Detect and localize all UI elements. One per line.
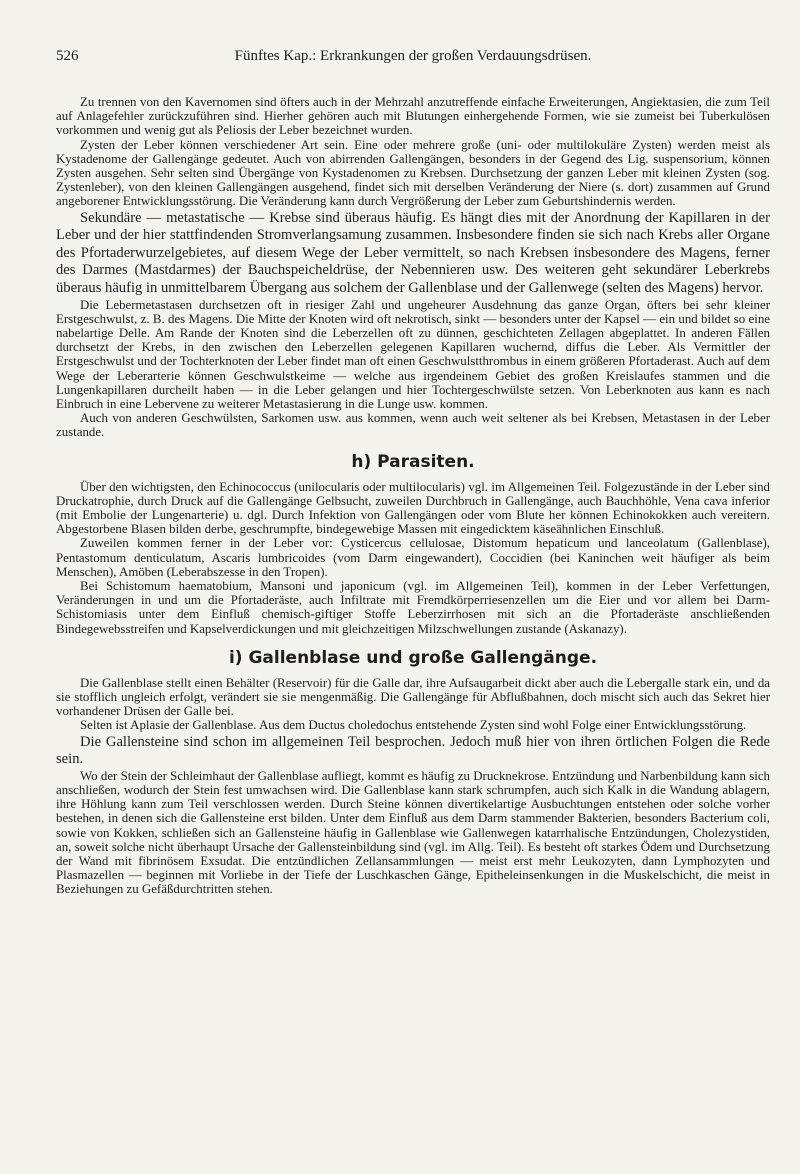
running-header (56, 48, 770, 75)
paragraph-gallensteine: Die Gallensteine sind schon im allgemeinen Teil besprochen. Jedoch muß hier von ihren örtlichen Folgen die Rede sein. (56, 733, 770, 768)
paragraph-sekundaere-krebse: Sekundäre — metastatische — Krebse sind überaus häufig. Es hängt dies mit der Anordnung der Kapillaren in der Leber und der hier stattfindenden Stromverlangsamung zusammen. Insbesondere finden sie sich nach Krebs aller Organe des Pfortaderwurzelgebietes, auf diesem Wege der Leber vermittelt, so nach Krebsen insbesondere des Magens, ferner des Darmes (Mastdarmes) der Bauchspeicheldrüse, der Nebennieren usw. Des weiteren geht sekundärer Leberkrebs überaus häufig in unmittelbarem Übergang aus solchem der Gallenblase und der Gallenwege (selten des Magens) hervor. (56, 209, 770, 296)
page-number: 526 (56, 48, 79, 64)
paragraph-zysten: Zysten der Leber können verschiedener Art sein. Eine oder mehrere große (uni- oder multilokuläre Zysten) werden meist als Kystadenome der Gallengänge gedeutet. Auch von abirrenden Gallengängen, besonders in der Gegend des Lig. suspensorium, können Zysten ausgehen. Sehr selten sind Übergänge von Kystadenomen zu Krebsen. Durchsetzung der ganzen Leber mit kleinen Zysten (sog. Zystenleber), von den kleinen Gallengängen ausgehend, findet sich mit derselben Veränderung der Niere (s. dort) zusammen auf Grund angeborener Entwicklungsstörung. Die Veränderung kann durch Vergrößerung der Leber zum Geburtshindernis werden. (56, 137, 770, 209)
paragraph-andere-geschwuelste: Auch von anderen Geschwülsten, Sarkomen usw. aus kommen, wenn auch weit seltener als bei Krebsen, Metastasen in der Leber zustande. (56, 411, 770, 440)
paragraph-gallenblase-funktion: Die Gallenblase stellt einen Behälter (Reservoir) für die Galle dar, ihre Aufsaugarbeit dickt aber auch die Lebergalle stark ein, und da sie stofflich ungleich erfolgt, verändert sie sie mengenmäßig. Die Gallengänge für Abflußbahnen, doch mischt sich auch das Sekret hier vorhandener Drüsen der Galle bei. (56, 675, 770, 719)
paragraph-echinococcus: Über den wichtigsten, den Echinococcus (unilocularis oder multilocularis) vgl. im Allgemeinen Teil. Folgezustände in der Leber sind Druckatrophie, durch Druck auf die Gallengänge Gelbsucht, zuweilen Durchbruch in Gallengänge, auch Bauchhöhle, Vena cava inferior (mit Embolie der Lungenarterie) u. dgl. Durch Infektion von Gallengängen oder vom Blute her können Echinokokken auch vereitern. Abgestorbene Blasen bilden derbe, geschrumpfte, bindegewebige Massen mit eingedicktem käseähnlichen Einschluß. (56, 479, 770, 537)
paragraph-aplasie: Selten ist Aplasie der Gallenblase. Aus dem Ductus choledochus entstehende Zysten sind wohl Folge einer Entwicklungsstörung. (80, 718, 747, 733)
running-title: Fünftes Kap.: Erkrankungen der großen Verdauungsdrüsen. (234, 48, 592, 64)
book-page (56, 48, 770, 897)
section-heading-gallenblase: i) Gallenblase und große Gallengänge. (228, 647, 598, 668)
paragraph-weitere-parasiten: Zuweilen kommen ferner in der Leber vor: Cysticercus cellulosae, Distomum hepaticum und lanceolatum (Gallenblase), Pentastomum denticulatum, Ascaris lumbricoides (vom Darm eingewandert), Coccidien (bei Kaninchen weit häufiger als beim Menschen), Amöben (Leberabszesse in den Tropen). (56, 536, 770, 579)
section-heading-parasiten: h) Parasiten. (351, 451, 475, 472)
paragraph-angiektasien: Zu trennen von den Kavernomen sind öfters auch in der Mehrzahl anzutreffende einfache Erweiterungen, Angiektasien, die zum Teil auf Anlagefehler zurückzuführen sind. Hierher gehören auch mit Blutungen einhergehende Formen, wie sie zumeist bei Tuberkulösen vorkommen und wenig gut als Peliosis der Leber bezeichnet wurden. (56, 95, 770, 138)
paragraph-drucknekrose: Wo der Stein der Schleimhaut der Gallenblase aufliegt, kommt es häufig zu Drucknekrose. Entzündung und Narbenbildung kann sich anschließen, wodurch der Stein fest umwachsen wird. Die Gallenblase kann stark schrumpfen, auch sich Kalk in die Wandung ablagern, ihre Höhlung kann zum Teil verschlossen werden. Durch Steine können divertikelartige Ausbuchtungen entstehen oder solche vorher bestehen, in denen sich die Gallensteine erst bilden. Unter dem Einfluß aus dem Darm stammender Bakterien, besonders Bacterium coli, sowie von Kokken, schließen sich an Gallensteine häufig in Gallenblase wie Gallenwegen katarrhalische Entzündungen, Cholezystiden, an, soweit solche nicht überhaupt Ursache der Gallensteinbildung sind (vgl. im Allg. Teil). Es besteht oft starkes Ödem und Durchsetzung der Wand mit fibrinösem Exsudat. Die entzündlichen Zellansammlungen — meist erst mehr Leukozyten, dann Lymphozyten und Plasmazellen — beginnen mit Vorliebe in der Tiefe der Luschkaschen Gänge, Epitheleinsenkungen in die Muskelschicht, die meist in Beziehungen zu Gefäßdurchtritten stehen. (56, 768, 770, 897)
paragraph-schistomum: Bei Schistomum haematobium, Mansoni und japonicum (vgl. im Allgemeinen Teil), kommen in der Leber Verfettungen, Veränderungen in und um die Pfortaderäste, auch Infiltrate mit Fremdkörperriesenzellen um die Eier und vor allem bei Darm-Schistomiasis unter dem Einfluß chemisch-giftiger Stoffe Leberzirrhosen mit sich an die Pfortaderäste anschließenden Bindegewebsstreifen und Kapselverdickungen und mit gleichzeitigen Milzschwellungen zustande (Askanazy). (56, 579, 770, 636)
paragraph-lebermetastasen: Die Lebermetastasen durchsetzen oft in riesiger Zahl und ungeheurer Ausdehnung das ganze Organ, öfters bei sehr kleiner Erstgeschwulst, z. B. des Magens. Die Mitte der Knoten wird oft nekrotisch, sinkt — besonders unter der Kapsel — ein und bildet so eine nabelartige Delle. Am Rande der Knoten sind die Leberzellen oft zu dünnen, geschichteten Zellagen abgeplattet. In anderen Fällen durchsetzt der Krebs, in den zwischen den Leberzellen gelegenen Kapillaren wuchernd, diffus die Leber. Als Vermittler der Erstgeschwulst und der Tochterknoten der Leber findet man oft einen Geschwulstthrombus in einem größeren Pfortaderast. Auch auf dem Wege der Leberarterie können Geschwulstkeime — welche aus irgendeinem Gebiet des großen Kreislaufes stammen und die Lungenkapillaren durcheilt haben — in die Leber gelangen und hier Tochtergeschwülste setzen. Von Leberknoten aus kann es nach Einbruch in eine Lebervene zu weiterer Metastasierung in die Lunge usw. kommen. (56, 297, 770, 412)
